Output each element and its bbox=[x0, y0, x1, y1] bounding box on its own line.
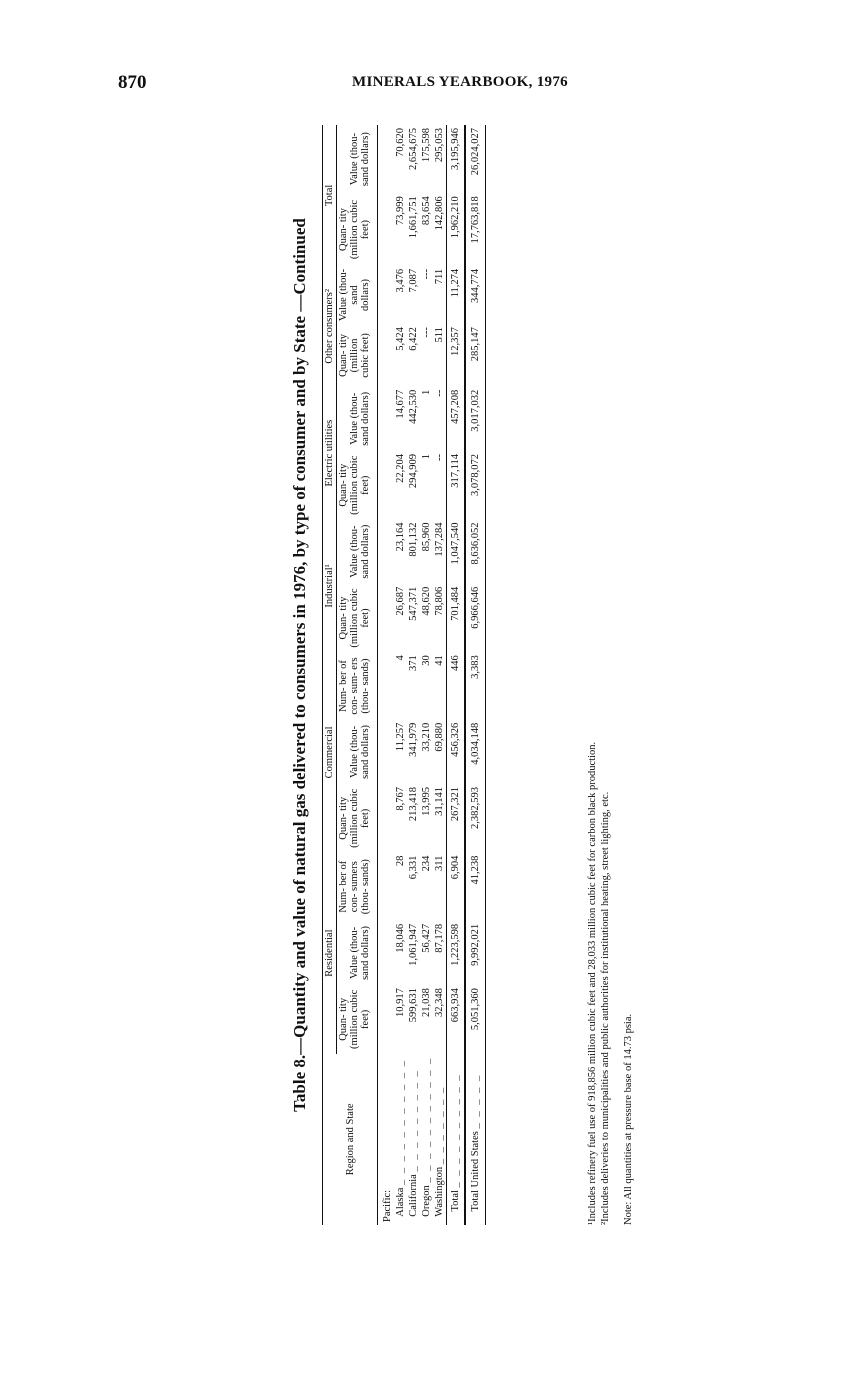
col-tot-value: Value (thou- sand dollars) bbox=[337, 125, 378, 193]
cell: 1,047,540 bbox=[447, 520, 466, 584]
cell: 69,880 bbox=[434, 722, 446, 752]
table-row bbox=[407, 125, 420, 1225]
cell: 78,806 bbox=[434, 586, 446, 616]
cell: 442,530 bbox=[408, 389, 420, 424]
col-oth-quantity: Quan- tity (million cubic feet) bbox=[337, 324, 378, 387]
cell: 32,348 bbox=[434, 988, 446, 1017]
col-ind-quantity: Quan- tity (million cubic feet) bbox=[337, 584, 378, 653]
cell: 8,767 bbox=[395, 787, 407, 811]
state-cell: Alaska _ _ _ _ _ _ _ _ _ _ _ bbox=[395, 1058, 407, 1217]
cell: 26,687 bbox=[395, 586, 407, 616]
cell: 14,677 bbox=[395, 389, 407, 419]
cell: 371 bbox=[408, 655, 420, 672]
cell: 295,053 bbox=[434, 128, 446, 163]
cell: 2,382,593 bbox=[465, 784, 486, 853]
cell: 456,326 bbox=[447, 720, 466, 784]
cell: 457,208 bbox=[447, 387, 466, 451]
cell: 344,774 bbox=[465, 266, 486, 324]
cell: 547,371 bbox=[408, 586, 420, 621]
cell: 8,636,052 bbox=[465, 520, 486, 584]
natural-gas-table bbox=[322, 125, 486, 1225]
col-oth-value: Value (thou- sand dollars) bbox=[337, 266, 378, 324]
group-header-row bbox=[323, 125, 337, 1225]
cell: 17,763,818 bbox=[465, 193, 486, 266]
cell: 70,620 bbox=[395, 128, 407, 157]
cell: 142,806 bbox=[434, 196, 446, 231]
cell: 446 bbox=[447, 652, 466, 720]
cell: 4,034,148 bbox=[465, 720, 486, 784]
cell: 711 bbox=[434, 268, 446, 285]
state-cell: Oregon _ _ _ _ _ _ _ _ _ _ _ bbox=[421, 1056, 433, 1217]
cell: 41,238 bbox=[465, 853, 486, 921]
cell: --- bbox=[421, 327, 433, 338]
page-header bbox=[0, 0, 853, 110]
cell: 2,654,675 bbox=[408, 128, 420, 170]
cell: 11,274 bbox=[447, 266, 466, 324]
cell: 3,383 bbox=[465, 652, 486, 720]
running-title: MINERALS YEARBOOK, 1976 bbox=[352, 74, 568, 90]
cell: 1 bbox=[421, 453, 433, 460]
cell: 26,024,027 bbox=[465, 125, 486, 193]
cell: 83,654 bbox=[421, 196, 433, 226]
region-header: Region and State bbox=[323, 1054, 378, 1225]
cell: 4 bbox=[395, 655, 407, 661]
state-cell: California _ _ _ _ _ _ _ _ _ bbox=[408, 1069, 420, 1217]
table-row bbox=[394, 125, 407, 1225]
cell: 6,966,646 bbox=[465, 584, 486, 653]
cell: 599,631 bbox=[408, 988, 420, 1023]
cell: --- bbox=[421, 268, 433, 280]
cell: 41 bbox=[434, 655, 446, 666]
cell: 56,427 bbox=[421, 923, 433, 953]
cell: 10,917 bbox=[395, 988, 407, 1017]
cell: 663,934 bbox=[447, 985, 466, 1054]
group-other-consumers: Other consumers² bbox=[323, 266, 337, 387]
col-res-quantity: Quan- tity (million cubic feet) bbox=[337, 985, 378, 1054]
cell: 3,017,032 bbox=[465, 387, 486, 451]
total-label: Total _ _ _ _ _ _ _ _ _ _ bbox=[447, 1054, 466, 1225]
col-com-value: Value (thou- sand dollars) bbox=[337, 720, 378, 784]
cell: 801,132 bbox=[408, 522, 420, 557]
col-com-quantity: Quan- tity (million cubic feet) bbox=[337, 784, 378, 853]
cell: 213,418 bbox=[408, 787, 420, 822]
cell: 87,178 bbox=[434, 923, 446, 953]
page-number: 870 bbox=[118, 72, 147, 93]
cell: 12,357 bbox=[447, 324, 466, 387]
col-com-consumers: Num- ber of con- sum- ers (thou- sands) bbox=[337, 652, 378, 720]
cell: 85,960 bbox=[421, 522, 433, 552]
table-row bbox=[433, 125, 447, 1225]
group-commercial: Commercial bbox=[323, 652, 337, 852]
cell: 3,476 bbox=[395, 268, 407, 293]
cell: 1,223,598 bbox=[447, 921, 466, 985]
col-ele-quantity: Quan- tity (million cubic feet) bbox=[337, 451, 378, 520]
pressure-note: Note: All quantities at pressure base of 14.73 psia. bbox=[623, 1013, 635, 1225]
cell: 5,051,360 bbox=[465, 985, 486, 1054]
col-res-value: Value (thou- sand dollars) bbox=[337, 921, 378, 985]
group-total: Total bbox=[323, 125, 337, 266]
cell: 341,979 bbox=[408, 722, 420, 757]
cell: 137,284 bbox=[434, 522, 446, 557]
cell: 311 bbox=[434, 855, 446, 871]
cell: 3,195,946 bbox=[447, 125, 466, 193]
rotated-table-page bbox=[290, 105, 650, 1225]
group-electric-utilities: Electric utilities bbox=[323, 387, 337, 520]
col-tot-quantity: Quan- tity (million cubic feet) bbox=[337, 193, 378, 266]
cell: 31,141 bbox=[434, 787, 446, 816]
cell: 317,114 bbox=[447, 451, 466, 520]
us-total-label: Total United States _ _ _ _ _ bbox=[465, 1054, 486, 1225]
cell: 23,164 bbox=[395, 522, 407, 552]
cell: 30 bbox=[421, 655, 433, 666]
footnotes bbox=[586, 125, 635, 1225]
cell: 33,210 bbox=[421, 722, 433, 752]
cell: 511 bbox=[434, 327, 446, 343]
cell: -- bbox=[434, 389, 446, 397]
cell: 13,995 bbox=[421, 787, 433, 816]
cell: 48,620 bbox=[421, 586, 433, 616]
footnote-2: ²Includes deliveries to municipalities and public authorities for institutional heating, street lighting, etc. bbox=[600, 791, 612, 1225]
cell: 175,598 bbox=[421, 128, 433, 163]
group-residential: Residential bbox=[323, 853, 337, 1054]
cell: 701,484 bbox=[447, 584, 466, 653]
group-industrial: Industrial¹ bbox=[323, 520, 337, 653]
cell: 18,046 bbox=[395, 923, 407, 953]
cell: 21,038 bbox=[421, 988, 433, 1017]
col-ele-value: Value (thou- sand dollars) bbox=[337, 387, 378, 451]
footnote-1: ¹Includes refinery fuel use of 918,856 million cubic feet and 28,033 million cubic feet for carbon black production. bbox=[587, 741, 598, 1225]
table-row bbox=[420, 125, 433, 1225]
cell: 234 bbox=[421, 855, 433, 872]
total-row bbox=[447, 125, 466, 1225]
cell: 73,999 bbox=[395, 196, 407, 226]
cell: 1 bbox=[421, 389, 433, 395]
cell: 6,422 bbox=[408, 327, 420, 351]
region-row bbox=[378, 125, 395, 1225]
cell: 6,904 bbox=[447, 853, 466, 921]
cell: 28 bbox=[395, 855, 407, 867]
state-cell: Washington _ _ _ _ _ _ _ bbox=[434, 1085, 446, 1217]
cell: 294,909 bbox=[408, 453, 420, 489]
region-label: Pacific: bbox=[382, 1189, 394, 1222]
cell: 6,331 bbox=[408, 855, 420, 880]
cell: 1,661,751 bbox=[408, 196, 420, 239]
us-total-row bbox=[465, 125, 486, 1225]
cell: 1,962,210 bbox=[447, 193, 466, 266]
cell: 5,424 bbox=[395, 327, 407, 351]
cell: 11,257 bbox=[395, 722, 407, 752]
cell: 3,078,072 bbox=[465, 451, 486, 520]
cell: 9,992,021 bbox=[465, 921, 486, 985]
cell: 7,087 bbox=[408, 268, 420, 293]
cell: 267,321 bbox=[447, 784, 466, 853]
col-res-consumers: Num- ber of con- sumers (thou- sands) bbox=[337, 853, 378, 921]
cell: 285,147 bbox=[465, 324, 486, 387]
cell: -- bbox=[434, 453, 446, 461]
cell: 22,204 bbox=[395, 453, 407, 483]
table-title: Table 8.—Quantity and value of natural gas delivered to consumers in 1976, by type of consumer and by State —Continued bbox=[290, 218, 309, 1112]
col-ind-value: Value (thou- sand dollars) bbox=[337, 520, 378, 584]
cell: 1,061,947 bbox=[408, 923, 420, 966]
